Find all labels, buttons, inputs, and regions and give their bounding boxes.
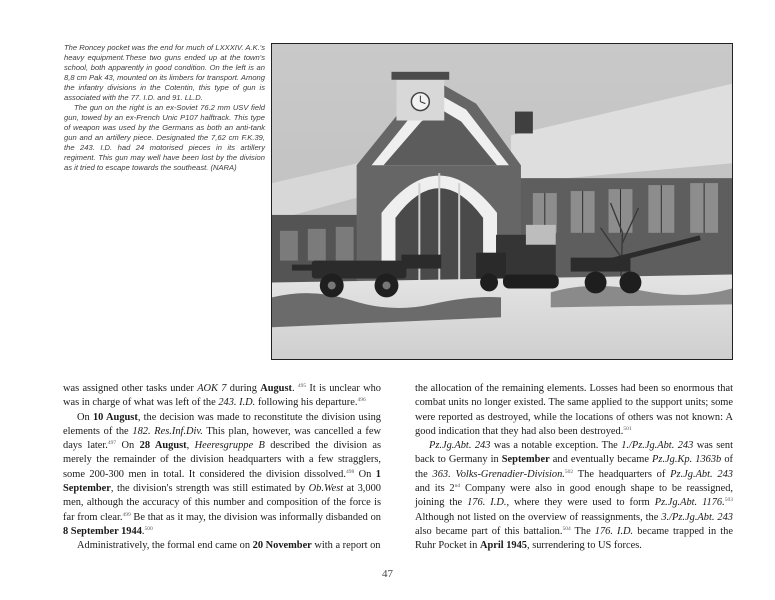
left-paragraph-3: Administratively, the formal end came on 20 November with a report on bbox=[77, 540, 381, 552]
right-paragraph-1: the allocation of the remaining elements. Losses had been so enormous that combat units no longer existed. The same applied to the support units; some were reported as destroyed, while the locations of others was not known: A good indication that they had also been destroyed.$^{501}$ bbox=[415, 383, 733, 437]
historical-photo bbox=[271, 43, 733, 360]
caption-paragraph-2: The gun on the right is an ex-Soviet 76.2 mm USV field gun, towed by an ex-French Unic P107 halftrack. This type of weapon was used by the Germans as both an anti-tank gun and an artillery piece. Designated the 7,62 cm F.K.39, the 243. I.D. had 24 motorised pieces in its artillery regiment. This gun may well have been lost by the division as it tried to escape towards the southeast. (NARA) bbox=[64, 103, 265, 172]
footnote-ref: 500 bbox=[144, 525, 153, 532]
photo-illustration bbox=[272, 44, 732, 359]
left-paragraph-1: was assigned other tasks under AOK 7 during August. $^{495}$ It is unclear who was in charge of what was left of the 243. I.D. following his departure.$^{496}$ bbox=[63, 383, 381, 409]
ordinal-suffix: nd bbox=[454, 483, 461, 490]
body-column-left bbox=[63, 382, 381, 554]
caption-paragraph-1: The Roncey pocket was the end for much of LXXXIV. A.K.'s heavy equipment.These two guns ended up at the town's school, both apparently in good condition. On the left is an 8,8 cm Pak 43, mounted on its limbers for transport. Among the infantry divisions in the Cotentin, this type of gun is associated with the 77. I.D. and 91. LL.D. bbox=[64, 43, 265, 102]
footnote-ref: 502 bbox=[564, 468, 574, 475]
footnote-ref: 498 bbox=[345, 468, 355, 475]
left-paragraph-2: On 10 August, the decision was made to reconstitute the division using elements of the 182. Res.Inf.Div. This plan, however, was cancelled a few days later.$^{497}$ On 28 August, Heeresgruppe B described the division as merely the remainder of the division headquarters with a few stragglers, some 200-300 men in total. It considered the division dissolved.$^{498}$ On 1 September, the division's strength was still estimated by Ob.West at 3,000 men, although the accuracy of this number and composition of the force is far from clear.$^{499}$ Be that as it may, the division was informally disbanded on 8 September 1944.$^{500}$ bbox=[63, 411, 381, 537]
footnote-ref: 504 bbox=[562, 525, 571, 532]
footnote-ref: 501 bbox=[623, 425, 632, 432]
footnote-ref: 499 bbox=[122, 511, 131, 518]
right-paragraph-2: Pz.Jg.Abt. 243 was a notable exception. The 1./Pz.Jg.Abt. 243 was sent back to Germany in September and eventually became Pz.Jg.Kp. 1363b of the 363. Volks-Grenadier-Division.$^{502}$ The headquarters of Pz.Jg.Abt. 243 and its 2nd Company were also in good enough shape to be reassigned, joining the 176. I.D., where they were used to form Pz.Jg.Abt. 1176.$^{503}$ Although not listed on the overview of reassignments, the 3./Pz.Jg.Abt. 243 also became part of this battalion.$^{504}$ The 176. I.D. became trapped in the Ruhr Pocket in April 1945, surrendering to US forces. bbox=[415, 440, 734, 552]
footnote-ref: 497 bbox=[107, 440, 117, 447]
footnote-ref: 495 bbox=[297, 383, 307, 389]
photo-caption bbox=[64, 43, 265, 173]
footnote-ref: 503 bbox=[724, 497, 733, 504]
footnote-ref: 496 bbox=[357, 397, 366, 404]
body-column-right bbox=[415, 382, 733, 554]
page-number: 47 bbox=[382, 568, 393, 580]
